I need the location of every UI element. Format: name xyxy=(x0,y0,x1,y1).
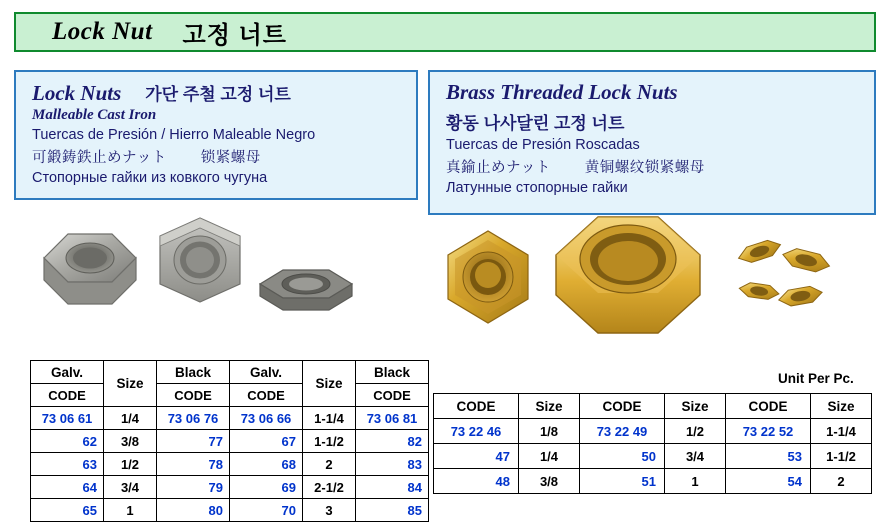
table-row xyxy=(434,444,872,469)
lock-nut-black-thin xyxy=(260,270,352,310)
cell-size: 1-1/2 xyxy=(811,444,872,469)
brass-lock-nut-large xyxy=(556,217,700,333)
cell-code: 70 xyxy=(230,499,303,522)
header-code-3: CODE xyxy=(726,394,811,419)
cell-size: 1/2 xyxy=(665,419,726,444)
cell-code: 73 22 49 xyxy=(580,419,665,444)
cell-size: 1-1/2 xyxy=(303,430,356,453)
cell-code: 73 06 61 xyxy=(31,407,104,430)
header-code-2: CODE xyxy=(580,394,665,419)
unit-per-pc-note: Unit Per Pc. xyxy=(778,371,854,386)
cell-code: 73 22 46 xyxy=(434,419,519,444)
cell-code: 73 06 76 xyxy=(157,407,230,430)
header-black-2: Black xyxy=(356,361,429,384)
left-subtitle: Malleable Cast Iron xyxy=(32,107,157,123)
cell-code: 50 xyxy=(580,444,665,469)
header-size-1: Size xyxy=(104,361,157,407)
header-size-3: Size xyxy=(811,394,872,419)
cell-code: 79 xyxy=(157,476,230,499)
table-row xyxy=(31,430,429,453)
subheader-code-3: CODE xyxy=(230,384,303,407)
cell-code: 62 xyxy=(31,430,104,453)
cell-size: 1-1/4 xyxy=(303,407,356,430)
right-heading-korean: 황동 나사달린 고정 너트 xyxy=(446,114,625,133)
cell-size: 1/2 xyxy=(104,453,157,476)
cell-code: 73 22 52 xyxy=(726,419,811,444)
brass-lock-nuts-small-cluster xyxy=(736,237,832,308)
subheader-code-4: CODE xyxy=(356,384,429,407)
cell-code: 68 xyxy=(230,453,303,476)
cell-code: 67 xyxy=(230,430,303,453)
table-header-row xyxy=(434,394,872,419)
cell-size: 1/8 xyxy=(519,419,580,444)
cell-code: 47 xyxy=(434,444,519,469)
left-heading-korean: 가단 주철 고정 너트 xyxy=(145,85,291,104)
cell-code: 54 xyxy=(726,469,811,494)
right-japanese: 真鍮止めナット xyxy=(446,160,551,176)
left-cjk-line xyxy=(32,146,404,167)
cell-code: 77 xyxy=(157,430,230,453)
right-product-image xyxy=(428,215,878,370)
cell-size: 3/4 xyxy=(104,476,157,499)
cell-size: 1 xyxy=(665,469,726,494)
header-galv-1: Galv. xyxy=(31,361,104,384)
brass-lock-nut-medium xyxy=(448,231,528,323)
cell-size: 3/8 xyxy=(519,469,580,494)
left-product-image xyxy=(28,212,408,352)
left-product-header xyxy=(14,70,418,200)
lock-nut-galvanized-standing xyxy=(160,218,240,302)
subheader-code-1: CODE xyxy=(31,384,104,407)
left-heading-english: Lock Nuts xyxy=(32,81,122,105)
right-cjk-line xyxy=(446,156,862,177)
left-spanish: Tuercas de Presión / Hierro Maleable Negro xyxy=(32,127,316,143)
right-chinese: 黄铜螺纹锁紧螺母 xyxy=(584,160,705,176)
table-row xyxy=(31,476,429,499)
cell-code: 65 xyxy=(31,499,104,522)
cell-code: 48 xyxy=(434,469,519,494)
lock-nut-galvanized-large xyxy=(44,234,136,304)
cell-code: 84 xyxy=(356,476,429,499)
cell-size: 1/4 xyxy=(104,407,157,430)
header-code-1: CODE xyxy=(434,394,519,419)
cell-size: 3/8 xyxy=(104,430,157,453)
cell-code: 73 06 66 xyxy=(230,407,303,430)
subheader-code-2: CODE xyxy=(157,384,230,407)
table-header-row xyxy=(31,361,429,384)
header-size-1: Size xyxy=(519,394,580,419)
cell-size: 2 xyxy=(303,453,356,476)
cell-code: 83 xyxy=(356,453,429,476)
cell-size: 2 xyxy=(811,469,872,494)
cell-code: 69 xyxy=(230,476,303,499)
header-size-2: Size xyxy=(303,361,356,407)
table-row xyxy=(31,453,429,476)
table-row xyxy=(434,419,872,444)
cell-code: 85 xyxy=(356,499,429,522)
right-russian: Латунные стопорные гайки xyxy=(446,180,628,196)
cell-code: 51 xyxy=(580,469,665,494)
left-spec-table xyxy=(30,360,429,522)
right-spanish: Tuercas de Presión Roscadas xyxy=(446,137,640,153)
right-product-header xyxy=(428,70,876,215)
cell-code: 82 xyxy=(356,430,429,453)
table-subheader-row xyxy=(31,384,429,407)
table-row xyxy=(31,407,429,430)
table-row xyxy=(31,499,429,522)
page-title-english: Lock Nut xyxy=(52,18,153,45)
cell-code: 53 xyxy=(726,444,811,469)
page-title-bar xyxy=(14,12,876,52)
cell-size: 1/4 xyxy=(519,444,580,469)
header-size-2: Size xyxy=(665,394,726,419)
cell-code: 80 xyxy=(157,499,230,522)
cell-code: 73 06 81 xyxy=(356,407,429,430)
header-black-1: Black xyxy=(157,361,230,384)
page-title-korean: 고정 너트 xyxy=(182,21,287,49)
cell-code: 78 xyxy=(157,453,230,476)
left-japanese: 可鍛鋳鉄止めナット xyxy=(32,150,167,166)
right-spec-table xyxy=(433,393,872,494)
cell-size: 3 xyxy=(303,499,356,522)
cell-size: 1 xyxy=(104,499,157,522)
right-heading-english: Brass Threaded Lock Nuts xyxy=(446,80,678,104)
cell-code: 63 xyxy=(31,453,104,476)
cell-code: 64 xyxy=(31,476,104,499)
left-russian: Стопорные гайки из ковкого чугуна xyxy=(32,170,268,186)
cell-size: 3/4 xyxy=(665,444,726,469)
cell-size: 1-1/4 xyxy=(811,419,872,444)
header-galv-2: Galv. xyxy=(230,361,303,384)
cell-size: 2-1/2 xyxy=(303,476,356,499)
table-row xyxy=(434,469,872,494)
left-chinese: 锁紧螺母 xyxy=(200,150,261,166)
